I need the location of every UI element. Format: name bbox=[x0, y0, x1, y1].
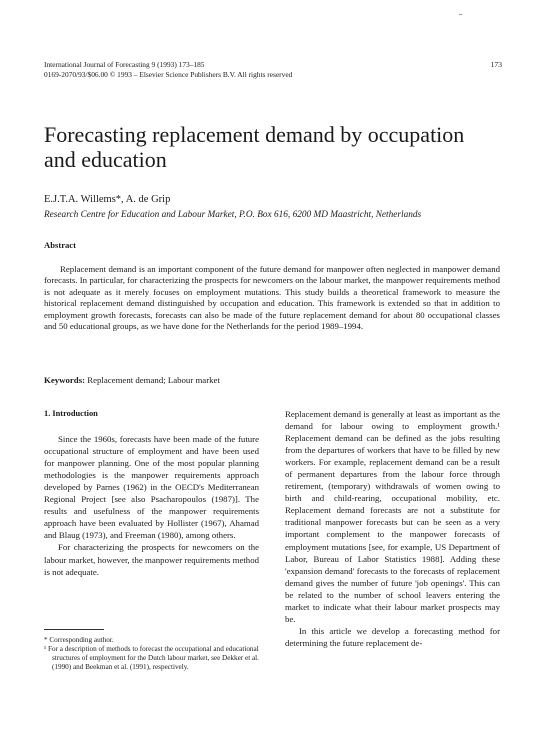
right-column bbox=[285, 408, 500, 649]
body-paragraph: Since the 1960s, forecasts have been made of the future occupational structure of employment and have been used for manpower planning. One of the most popular planning methodologies is the manpower requirements approach developed by Parnes (1962) in the OECD's Mediterranean Regional Project [see also Psacharopoulos (1987)]. The results and usefulness of the manpower requirements approach have been evaluated by Hollister (1967), Ahamad and Blaug (1973), and Freeman (1980), among others. bbox=[44, 434, 259, 541]
journal-citation: International Journal of Forecasting 9 (1993) 173–185 bbox=[44, 60, 205, 69]
body-paragraph: In this article we develop a forecasting method for determining the future replacement de- bbox=[285, 625, 500, 648]
page-number: 173 bbox=[490, 60, 502, 69]
issn-copyright-line: 0169-2070/93/$06.00 © 1993 – Elsevier Science Publishers B.V. All rights reserved bbox=[44, 70, 293, 79]
keywords-text: Replacement demand; Labour market bbox=[87, 375, 220, 385]
footnote-1: ¹ For a description of methods to forecast the occupational and educational structures of employment for the Dutch labour market, see Dekker et al. (1990) and Beekman et al. (1991), respectively. bbox=[44, 645, 259, 671]
footnote-divider bbox=[44, 629, 104, 630]
footnotes bbox=[44, 629, 259, 672]
article-title: Forecasting replacement demand by occupation and education bbox=[44, 122, 465, 172]
left-column bbox=[44, 408, 259, 578]
abstract-heading: Abstract bbox=[44, 240, 76, 250]
body-paragraph: Replacement demand is generally at least as important as the demand for labour owing to employment growth.¹ Replacement demand can be defined as the jobs resulting from the departures of workers that have to be filled by new workers. For example, replacement demand can be a result of permanent departures from the labour force through retirement, (temporary) withdrawals of women owing to birth and child-rearing, occupational mobility, etc. Replacement demand forecasts are not a substitute for traditional manpower forecasts but can be seen as a very important complement to the manpower forecasts of employment mutations [see, for example, US Department of Labor, Bureau of Labor Statistics 1988]. Adding these 'expansion demand' forecasts to the forecasts of replacement demand gives the number of future 'job openings'. This can be related to the number of school leavers entering the market to indicate what their labour market prospects may be. bbox=[285, 409, 500, 624]
abstract-text: Replacement demand is an important component of the future demand for manpower often neglected in manpower demand forecasts. In particular, for characterizing the prospects for newcomers on the labour market, the manpower requirements method is not adequate as it merely focuses on employment mutations. This study builds a theoretical framework to measure the historical replacement demand distinguished by occupation and education. This framework is extended so that in addition to employment growth forecasts, forecasts can also be made of the future replacement demand for about 80 occupational classes and 50 educational groups, as we have done for the Netherlands for the period 1989–1994. bbox=[44, 264, 500, 332]
author-affiliation: Research Centre for Education and Labour Market, P.O. Box 616, 6200 MD Maastricht, Netherlands bbox=[44, 210, 422, 220]
section-heading-introduction: 1. Introduction bbox=[44, 409, 98, 418]
keywords-line bbox=[44, 375, 220, 385]
author-list: E.J.T.A. Willems*, A. de Grip bbox=[44, 194, 171, 205]
scan-mark bbox=[459, 14, 462, 15]
body-paragraph: For characterizing the prospects for newcomers on the labour market, however, the manpower requirements method is not adequate. bbox=[44, 542, 259, 577]
keywords-label: Keywords: bbox=[44, 375, 86, 385]
footnote-corresponding-author: * Corresponding author. bbox=[44, 636, 114, 644]
